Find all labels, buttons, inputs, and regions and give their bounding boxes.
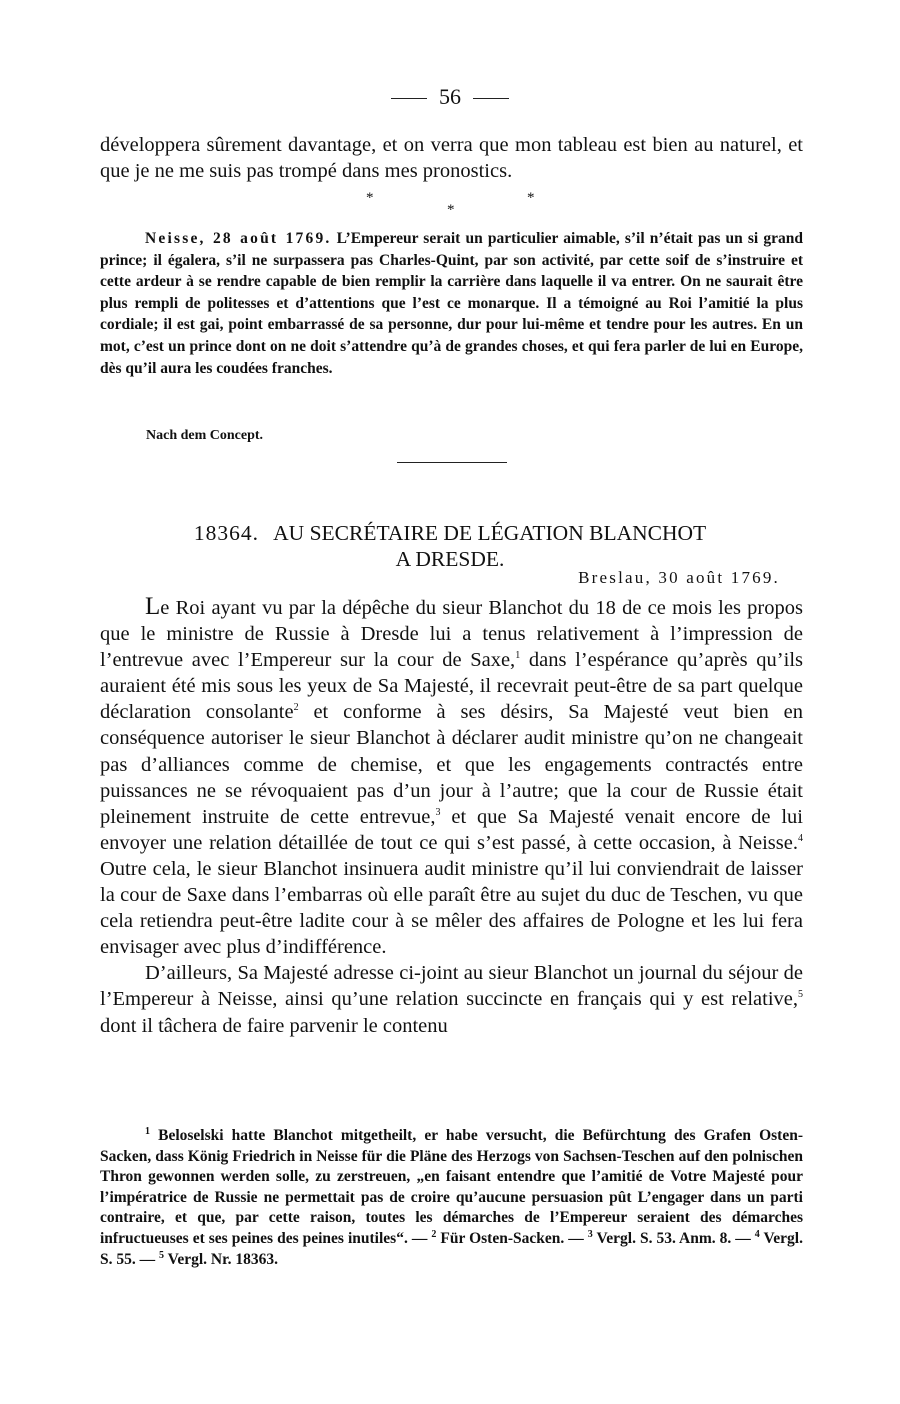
letter-text: L’Empereur serait un particulier aimable, s’il n’était pas un si grand prince; il égalera, s’il ne surpassera pas Charles-Quint, par son activité, par cette soif de s’instruire et cette ardeur à se rendre capable de bien remplir la carrière dans laquelle il va entrer. On ne saurait être plus rempli de politesses et d’attentions que l’est ce monarque. Il a témoigné au Roi l’amitié la plus cordiale; il est gai, point embarrassé de sa personne, dur pour lui-même et tendre pour les autres. En un mot, c’est un prince dont on ne doit s’attendre qu’à de grandes choses, et qui fera parler de lui en Europe, dès qu’il aura les coudées franches. bbox=[100, 230, 804, 377]
text-run: dont il tâchera de faire parvenir le contenu bbox=[100, 1014, 448, 1037]
star: * bbox=[447, 202, 455, 218]
text-run: et conforme à ses désirs, Sa Majesté veut bien en conséquence autoriser le sieur Blanchot à déclarer audit ministre qu’on ne changeait pas d’alliances comme de chemise, et que les engagements contractés entre puissances ne se révoquaient pas d’un jour à l’autre; que la cour de Russie était pleinement instruite de cette entrevue, bbox=[100, 701, 803, 828]
footnote-ref: 2 bbox=[293, 702, 299, 714]
star: * bbox=[527, 190, 535, 206]
document-heading bbox=[0, 520, 900, 572]
source-note: Nach dem Concept. bbox=[146, 428, 264, 443]
text-run: D’ailleurs, Sa Majesté adresse ci-joint au sieur Blanchot un journal du séjour de l’Empereur à Neisse, ainsi qu’une relation succincte en français qui y est relative, bbox=[100, 962, 803, 1011]
footnote-text: Für Osten-Sacken. — bbox=[436, 1229, 588, 1247]
footnote-ref: 3 bbox=[435, 806, 441, 818]
page-number-line bbox=[0, 84, 900, 110]
text-run: e Roi ayant vu par la dépêche du sieur Blanchot du 18 de ce mois les propos que le ministre de Russie à Dresde lui a tenus relativement à l’impression de l’entrevue avec l’Empereur sur la cour de Saxe, bbox=[100, 597, 803, 672]
body-paragraph-2 bbox=[100, 960, 803, 1038]
initial-letter: L bbox=[145, 593, 161, 620]
dash-left bbox=[391, 98, 427, 99]
footnote-ref: 1 bbox=[515, 650, 521, 662]
footnote-mark: 3 bbox=[587, 1228, 593, 1240]
section-divider bbox=[397, 462, 507, 463]
footnote-text: Beloselski hatte Blanchot mitgetheilt, er habe versucht, die Befürchtung des Grafen Osten-Sacken, dass König Friedrich in Neisse für die Pläne des Herzogs von Sachsen-Teschen auf den polnischen Thron gewonnen werden solle, zu zerstreuen, „en faisant entendre que l’amitié de Votre Majesté pour l’impératrice de Russie ne permettait pas de croire qu’aucune persuasion pût L’engager dans un parti contraire, et que, par cette raison, toutes les démarches de l’Empereur seraient des démarches infructueuses et ses peines des peines inutiles“. — bbox=[100, 1127, 803, 1247]
footnotes bbox=[100, 1126, 803, 1270]
footnote-text: Vergl. S. 53. Anm. 8. — bbox=[592, 1229, 755, 1247]
heading-line-2: A DRESDE. bbox=[395, 547, 505, 571]
footnote-text: Vergl. Nr. 18363. bbox=[164, 1250, 278, 1268]
body-paragraph-1 bbox=[100, 594, 803, 960]
footnote-text: Vergl. S. 55. — bbox=[100, 1229, 803, 1268]
separator-stars bbox=[0, 188, 900, 218]
document-body bbox=[100, 594, 803, 1039]
dateline: Breslau, 30 août 1769. bbox=[578, 568, 780, 587]
footnote-mark: 5 bbox=[159, 1249, 164, 1261]
dash-right bbox=[473, 98, 509, 99]
letter-note bbox=[100, 228, 803, 379]
footnote-ref: 4 bbox=[798, 833, 803, 845]
text-run: et que Sa Majesté venait encore de lui envoyer une relation détaillée de tout ce qui s’est passé, à cette occasion, à Neisse. bbox=[100, 805, 803, 854]
text-run: Outre cela, le sieur Blanchot insinuera audit ministre qu’il lui conviendrait de laisser la cour de Saxe dans l’embarras où elle paraît être au sujet du duc de Teschen, vu que cela retiendra peut-être ladite cour à se mêler des affaires de Pologne et les lui fera envisager avec plus d’indifférence. bbox=[100, 857, 803, 959]
footnote-mark: 4 bbox=[754, 1228, 760, 1240]
footnote-ref: 5 bbox=[798, 989, 803, 1001]
star: * bbox=[366, 190, 374, 206]
text-run: dans l’espérance qu’après qu’ils auraient été mis sous les yeux de Sa Majesté, il recevrait peut-être de sa part quelque déclaration consolante bbox=[100, 649, 803, 724]
continuation-paragraph: développera sûrement davantage, et on verra que mon tableau est bien au naturel, et que je ne me suis pas trompé dans mes pronostics. bbox=[100, 134, 803, 182]
footnote-mark: 2 bbox=[431, 1228, 437, 1240]
page-number: 56 bbox=[439, 84, 461, 109]
letter-place-date: Neisse, 28 août 1769. bbox=[145, 230, 332, 247]
footnote-mark: 1 bbox=[145, 1125, 150, 1137]
heading-line-1: AU SECRÉTAIRE DE LÉGATION BLANCHOT bbox=[273, 521, 707, 545]
document-number: 18364. bbox=[193, 521, 259, 545]
